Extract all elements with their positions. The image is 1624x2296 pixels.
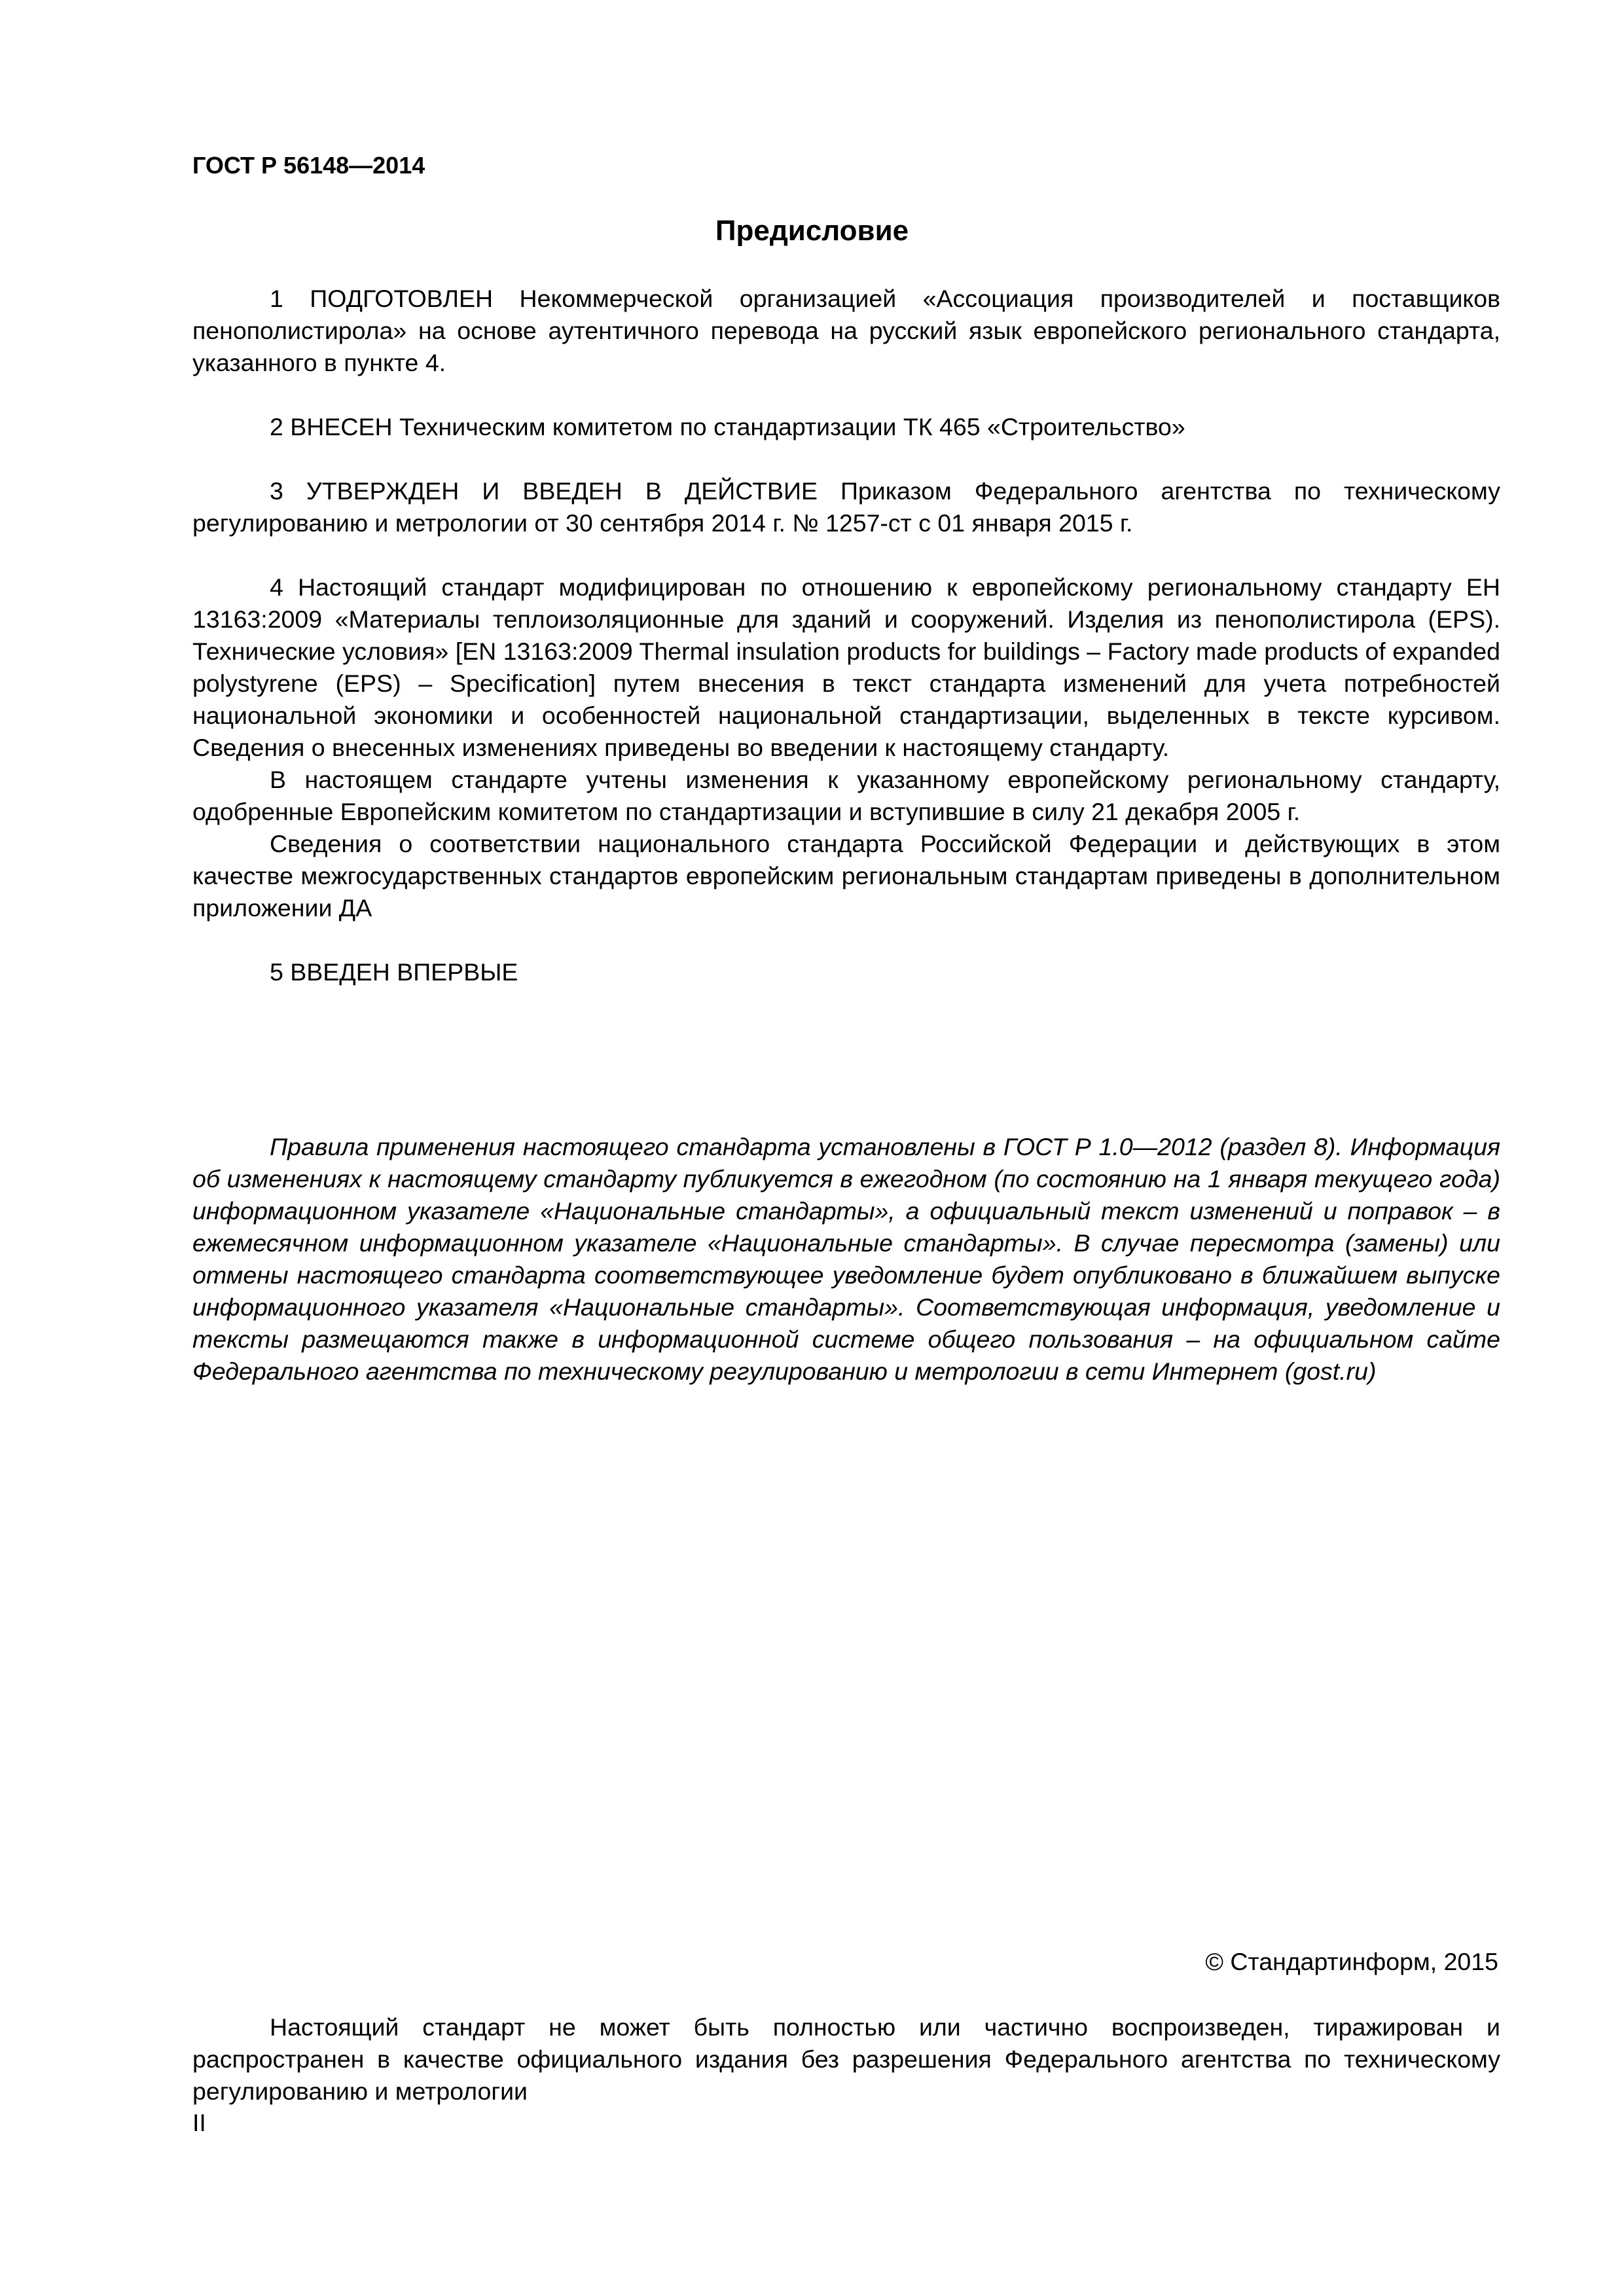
- spacer: [192, 443, 1500, 475]
- page-title: Предисловие: [715, 215, 909, 247]
- rules-note-block: [192, 1131, 1500, 1388]
- paragraph-5: 5 ВВЕДЕН ВПЕРВЫЕ: [270, 958, 518, 986]
- spacer: [192, 924, 1500, 956]
- paragraph-1: 1 ПОДГОТОВЛЕН Некоммерческой организацией «Ассоциация производителей и поставщиков пенополистирола» на основе аутентичного перевода на русский язык европейского регионального стандарта, указанного в пункте 4.: [192, 285, 1500, 376]
- page-number: II: [192, 2109, 206, 2136]
- paragraph-3: 3 УТВЕРЖДЕН И ВВЕДЕН В ДЕЙСТВИЕ Приказом Федерального агентства по техническому регулированию и метрологии от 30 сентября 2014 г. № 1257-ст с 01 января 2015 г.: [192, 477, 1500, 537]
- paragraph-4c: Сведения о соответствии национального стандарта Российской Федерации и действующих в этом качестве межгосударственных стандартов европейским региональным стандартам приведены в дополнительном приложении ДА: [192, 830, 1500, 922]
- paragraph-4b: В настоящем стандарте учтены изменения к указанному европейскому региональному стандарту, одобренные Европейским комитетом по стандартизации и вступившие в силу 21 декабря 2005 г.: [192, 766, 1500, 825]
- copyright: © Стандартинформ, 2015: [1205, 1948, 1498, 1975]
- rules-note: Правила применения настоящего стандарта установлены в ГОСТ Р 1.0—2012 (раздел 8). Информация об изменениях к настоящему стандарту публикуется в ежегодном (по состоянию на 1 января текущего года) информационном указателе «Национальные стандарты», а официальный текст изменений и поправок – в ежемесячном информационном указателе «Национальные стандарты». В случае пересмотра (замены) или отмены настоящего стандарта соответствующее уведомление будет опубликовано в ближайшем выпуске информационного указателя «Национальные стандарты». Соответствующая информация, уведомление и тексты размещаются также в информационной системе общего пользования – на официальном сайте Федерального агентства по техническому регулированию и метрологии в сети Интернет (gost.ru): [192, 1133, 1500, 1385]
- paragraph-2: 2 ВНЕСЕН Техническим комитетом по стандартизации ТК 465 «Строительство»: [270, 413, 1185, 440]
- reproduction-notice: [192, 2011, 1500, 2108]
- spacer: [192, 379, 1500, 411]
- spacer: [192, 539, 1500, 571]
- notice-text: Настоящий стандарт не может быть полностью или частично воспроизведен, тиражирован и распространен в качестве официального издания без разрешения Федерального агентства по техническому регулированию и метрологии: [192, 2013, 1500, 2105]
- paragraph-4a: 4 Настоящий стандарт модифицирован по отношению к европейскому региональному стандарту ЕН 13163:2009 «Материалы теплоизоляционные для зданий и сооружений. Изделия из пенополистирола (EPS). Технические условия» [EN 13163:2009 Thermal insulation products for buildings – Factory made products of expanded polystyrene (EPS) – Specification] путем внесения в текст стандарта изменений для учета потребностей национальной экономики и особенностей национальной стандартизации, выделенных в тексте курсивом. Сведения о внесенных изменениях приведены во введении к настоящему стандарту.: [192, 573, 1500, 761]
- foreword-body: [192, 283, 1500, 988]
- document-code: ГОСТ Р 56148—2014: [192, 152, 425, 179]
